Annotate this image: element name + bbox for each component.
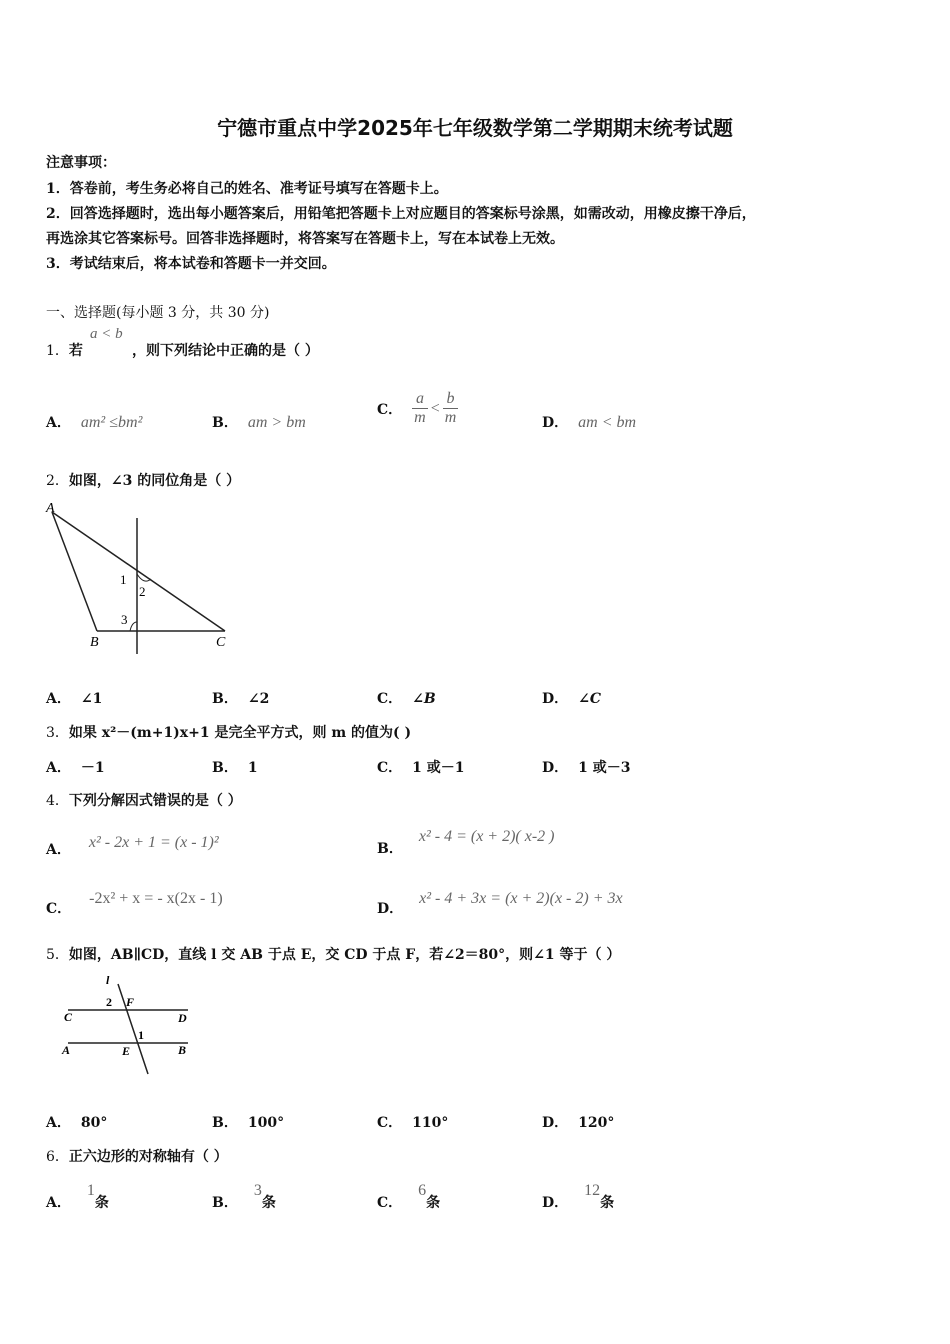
- option-number: 1: [86, 1182, 95, 1199]
- fraction-denominator: m: [414, 409, 426, 426]
- option-b[interactable]: [212, 688, 269, 708]
- option-number: 3: [253, 1182, 262, 1199]
- q1-condition: a < b: [90, 326, 123, 342]
- option-label: A．: [46, 1195, 71, 1211]
- option-number: 12: [584, 1182, 601, 1199]
- figure-label: 1: [120, 572, 127, 587]
- question-2: [46, 470, 240, 490]
- option-text: x² - 2x + 1 = (x - 1)²: [88, 834, 219, 851]
- page-title: 宁德市重点中学2025年七年级数学第二学期期末统考试题: [217, 116, 733, 140]
- question-prefix: 若: [68, 343, 83, 359]
- question-number: 2．: [46, 473, 69, 489]
- question-number: 4．: [46, 793, 69, 809]
- option-text: 100°: [247, 1115, 285, 1131]
- q1-stem-wrap: [132, 340, 319, 360]
- option-d[interactable]: [542, 757, 631, 777]
- question-1: [46, 340, 83, 360]
- figure-label: C: [64, 1010, 73, 1024]
- triangle-figure: [40, 496, 240, 658]
- option-text: 1 或－1: [412, 760, 465, 776]
- option-label: C．: [377, 1115, 403, 1131]
- question-number: 3．: [46, 725, 69, 741]
- parallel-lines-figure: [58, 968, 208, 1080]
- notice-item: 3．考试结束后，将本试卷和答题卡一并交回。: [46, 256, 336, 272]
- option-label: D．: [542, 1195, 569, 1211]
- question-stem: 如图，AB∥CD，直线 l 交 AB 于点 E，交 CD 于点 F，若∠2＝80°，则∠1 等于（ ）: [68, 947, 621, 963]
- option-text: 120°: [578, 1115, 615, 1131]
- option-label: A．: [46, 1115, 71, 1131]
- option-number: 6: [418, 1182, 427, 1199]
- option-text: －1: [80, 760, 105, 776]
- figure-label: l: [106, 973, 110, 987]
- option-d[interactable]: [542, 1180, 615, 1211]
- option-text: -2x² + x = - x(2x - 1): [89, 890, 223, 907]
- question-6: [46, 1146, 228, 1166]
- figure-label: B: [178, 1043, 187, 1057]
- fraction: [443, 390, 459, 427]
- section-heading: 一、选择题(每小题 3 分，共 30 分): [46, 305, 270, 321]
- notice-heading: 注意事项：: [46, 155, 116, 171]
- option-d[interactable]: [542, 1112, 614, 1132]
- option-b[interactable]: [377, 826, 555, 857]
- option-d[interactable]: [542, 412, 636, 432]
- figure-label: A: [46, 501, 55, 516]
- notice-item: 2．回答选择题时，选出每小题答案后，用铅笔把答题卡上对应题目的答案标号涂黑，如需改动，用橡皮擦干净后，: [46, 206, 756, 222]
- fraction-numerator: b: [443, 390, 459, 409]
- question-number: 5．: [46, 947, 69, 963]
- figure-label: 2: [139, 584, 146, 599]
- figure-label: E: [122, 1044, 131, 1058]
- figure-label: A: [62, 1043, 71, 1057]
- option-text: 1 或－3: [578, 760, 631, 776]
- figure-label: C: [216, 635, 226, 650]
- option-label: D．: [377, 901, 404, 917]
- option-label: B．: [212, 415, 238, 431]
- figure-label: 3: [121, 612, 128, 627]
- option-label: C．: [46, 901, 72, 917]
- option-label: B．: [212, 1115, 238, 1131]
- question-number: 1．: [46, 343, 69, 359]
- option-text: 110°: [412, 1115, 449, 1131]
- figure-label: 2: [106, 995, 112, 1009]
- option-label: D．: [542, 1115, 569, 1131]
- option-text: x² - 4 = (x + 2)( x-2 ): [418, 828, 555, 845]
- question-stem: 如果 x²－(m+1)x+1 是完全平方式，则 m 的值为( ): [68, 725, 412, 741]
- option-label: A．: [46, 415, 71, 431]
- option-a[interactable]: [46, 1180, 109, 1211]
- option-text: 80°: [80, 1115, 108, 1131]
- option-b[interactable]: [212, 1112, 284, 1132]
- question-stem: ，则下列结论中正确的是（ ）: [132, 343, 319, 359]
- option-text: am > bm: [247, 414, 306, 431]
- option-text: x² - 4 + 3x = (x + 2)(x - 2) + 3x: [419, 890, 623, 907]
- question-4: [46, 790, 242, 810]
- option-text: am < bm: [578, 414, 637, 431]
- option-unit: 条: [600, 1195, 615, 1211]
- fraction-denominator: m: [444, 409, 457, 426]
- option-unit: 条: [261, 1195, 276, 1211]
- question-stem: 如图，∠3 的同位角是（ ）: [68, 473, 241, 489]
- notice-item: 再选涂其它答案标号。回答非选择题时，将答案写在答题卡上，写在本试卷上无效。: [46, 231, 564, 247]
- option-b[interactable]: [212, 412, 306, 432]
- option-c[interactable]: [377, 1180, 441, 1211]
- option-text: ∠1: [80, 691, 103, 707]
- option-c[interactable]: [377, 688, 436, 708]
- fraction: [412, 390, 428, 427]
- option-label: B．: [212, 1195, 238, 1211]
- option-text: ∠C: [578, 691, 602, 707]
- option-label: C．: [377, 1195, 403, 1211]
- option-label: A．: [46, 760, 71, 776]
- option-text: 1: [247, 760, 258, 776]
- option-a[interactable]: [46, 688, 102, 708]
- option-unit: 条: [94, 1195, 109, 1211]
- question-3: [46, 722, 411, 742]
- option-c[interactable]: [46, 888, 223, 917]
- option-label: C．: [377, 401, 403, 418]
- question-5: [46, 944, 620, 964]
- option-text: ∠2: [247, 691, 270, 707]
- option-unit: 条: [426, 1195, 441, 1211]
- option-label: A．: [46, 842, 71, 858]
- fraction-numerator: a: [412, 390, 428, 409]
- option-a[interactable]: [46, 832, 219, 858]
- question-stem: 正六边形的对称轴有（ ）: [68, 1149, 228, 1165]
- option-c[interactable]: [377, 390, 458, 427]
- figure-label: 1: [138, 1028, 144, 1042]
- option-label: D．: [542, 691, 569, 707]
- option-text: ∠B: [412, 691, 436, 707]
- question-stem: 下列分解因式错误的是（ ）: [68, 793, 242, 809]
- option-label: B．: [212, 760, 238, 776]
- option-text: am² ≤bm²: [80, 414, 143, 431]
- option-label: B．: [377, 841, 403, 857]
- comparison-op: <: [430, 399, 440, 417]
- option-d[interactable]: [377, 888, 623, 917]
- option-label: D．: [542, 760, 569, 776]
- option-label: D．: [542, 415, 569, 431]
- option-label: C．: [377, 760, 403, 776]
- notice-item: 1．答卷前，考生务必将自己的姓名、准考证号填写在答题卡上。: [46, 181, 448, 197]
- option-b[interactable]: [212, 757, 258, 777]
- option-label: B．: [212, 691, 238, 707]
- option-label: A．: [46, 691, 71, 707]
- figure-label: D: [178, 1011, 187, 1025]
- option-b[interactable]: [212, 1180, 276, 1211]
- figure-label: F: [126, 995, 135, 1009]
- figure-label: B: [90, 635, 99, 650]
- option-label: C．: [377, 691, 403, 707]
- question-number: 6．: [46, 1149, 69, 1165]
- option-a[interactable]: [46, 1112, 107, 1132]
- option-a[interactable]: [46, 412, 142, 432]
- option-c[interactable]: [377, 757, 465, 777]
- option-c[interactable]: [377, 1112, 448, 1132]
- option-a[interactable]: [46, 757, 105, 777]
- option-d[interactable]: [542, 688, 601, 708]
